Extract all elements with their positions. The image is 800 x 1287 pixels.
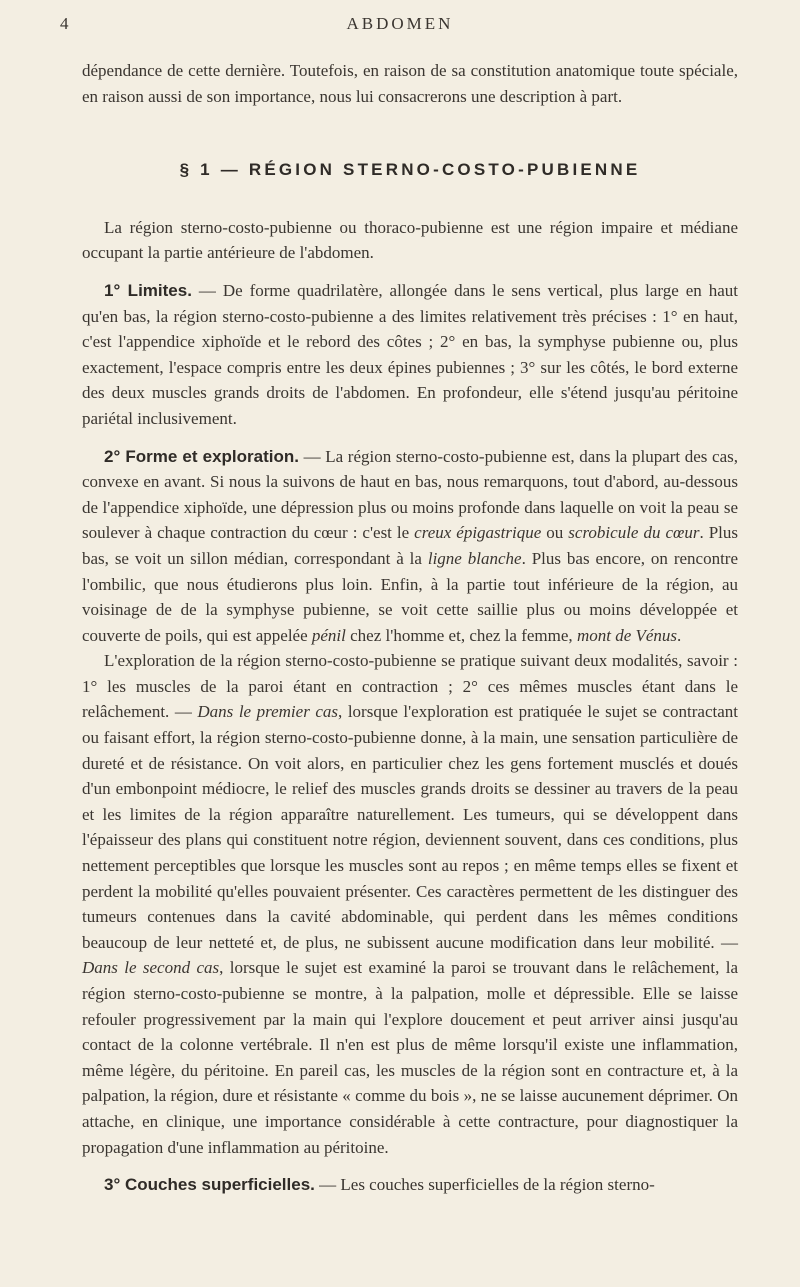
exploration-text-b: , lorsque l'exploration est pratiquée le sujet se contractant ou faisant effort, la région sterno-costo-pubienne donne, à la main, une sensation particulière de dureté et de résistance. On voit alors, en particulier chez les gens fortement musclés et doués d'un embonpoint médiocre, le relief des muscles grands droits se dessiner au travers de la peau et les limites de la région apparaître naturellement. Les tumeurs, qui se développent dans l'épaisseur des plans qui constituent notre région, deviennent souvent, dans ces conditions, plus nettement perceptibles que lorsque les muscles sont au repos ; en même temps elles se fixent et perdent la mobilité qu'elles pouvaient présenter. Ces caractères permettent de les distinguer des tumeurs contenues dans la cavité abdominable, qui perdent dans les mêmes conditions beaucoup de leur netteté et, de plus, ne subissent aucune modification dans leur mobilité. — [82,702,739,952]
term-ligne-blanche: ligne blanche [427,548,522,568]
term-mont-de-venus: mont de Vénus [576,625,678,645]
page-number: 4 [60,14,72,33]
forme-text-a: — La région sterno-costo-pubienne est, dans la plupart des cas, convexe en avant. Si nous la suivons de haut en bas, nous remarquons, tout d'abord, au-dessous de l'appendice xiphoïde, une dépression plus ou moins profonde dans laquelle on voit la peau se soulever à chaque contraction du cœur : c'est le [82,446,738,543]
term-second-cas: Dans le second cas [82,958,220,978]
forme-heading: 2° Forme et exploration. [104,446,299,466]
forme-paragraph [82,444,738,649]
couches-heading: 3° Couches superficielles. [104,1175,315,1195]
limites-heading: 1° Limites. [104,280,192,300]
forme-text-b: ou [541,523,569,543]
body-text [82,58,738,1198]
limites-text: — De forme quadrilatère, allongée dans le sens vertical, plus large en haut qu'en bas, la région sterno-costo-pubienne a des limites relativement très précises : 1° en haut, c'est l'appendice xiphoïde et le rebord des côtes ; 2° en bas, la symphyse pubienne ou, plus exactement, l'espace compris entre les deux épines pubiennes ; 3° sur les côtés, le bord externe des deux muscles grands droits de l'abdomen. En profondeur, elle s'étend jusqu'au péritoine pariétal inclusivement. [82,280,738,428]
term-creux-epigastrique: creux épigastrique [414,523,542,543]
section-intro-paragraph: La région sterno-costo-pubienne ou thoraco-pubienne est une région impaire et médiane occupant la partie antérieure de l'abdomen. [82,217,738,263]
couches-text: — Les couches superficielles de la région sterno- [314,1175,655,1195]
forme-text-c: . Plus bas, se voit un sillon médian, correspondant à la [82,523,739,568]
exploration-text-c: , lorsque le sujet est examiné la paroi se trouvant dans le relâchement, la région sterno-costo-pubienne se montre, à la palpation, molle et dépressible. Elle se laisse refouler progressivement par la main qui l'explore doucement et peut arriver ainsi jusqu'au contact de la colonne vertébrale. Il n'en est plus de même lorsqu'il existe une inflammation, même légère, du péritoine. En pareil cas, les muscles de la région sont en contracture et, à la palpation, la région, dure et résistante « comme du bois », ne se laisse aucunement déprimer. On attache, en clinique, une importance considérable à cette contracture, pour diagnostiquer la propagation d'une inflammation au péritoine. [82,958,739,1157]
term-scrobicule: scrobicule du cœur [568,523,700,543]
term-premier-cas: Dans le premier cas [197,702,339,722]
forme-text-e: chez l'homme et, chez la femme, [345,625,577,645]
page-header [60,14,740,38]
term-penil: pénil [311,625,346,645]
forme-text-d: . Plus bas encore, on rencontre l'ombilic, que nous étudierons plus loin. Enfin, à la partie tout inférieure de la région, au voisinage de de la symphyse pubienne, se voit cette saillie plus ou moins développée et couverte de poils, qui est appelée [82,548,739,645]
limites-paragraph [82,278,738,432]
couches-paragraph [82,1172,738,1198]
intro-paragraph: dépendance de cette dernière. Toutefois, en raison de sa constitution anatomique toute spéciale, en raison aussi de son importance, nous lui consacrerons une description à part. [82,61,738,106]
forme-text-f: . [677,625,682,645]
exploration-paragraph [82,648,738,1160]
exploration-text-a: L'exploration de la région sterno-costo-pubienne se pratique suivant deux modalités, savoir : 1° les muscles de la paroi étant en contraction ; 2° ces mêmes muscles étant dans le relâchement. — [82,651,738,722]
section-title: § 1 — RÉGION STERNO-COSTO-PUBIENNE [179,160,641,180]
running-head: ABDOMEN [346,14,454,33]
